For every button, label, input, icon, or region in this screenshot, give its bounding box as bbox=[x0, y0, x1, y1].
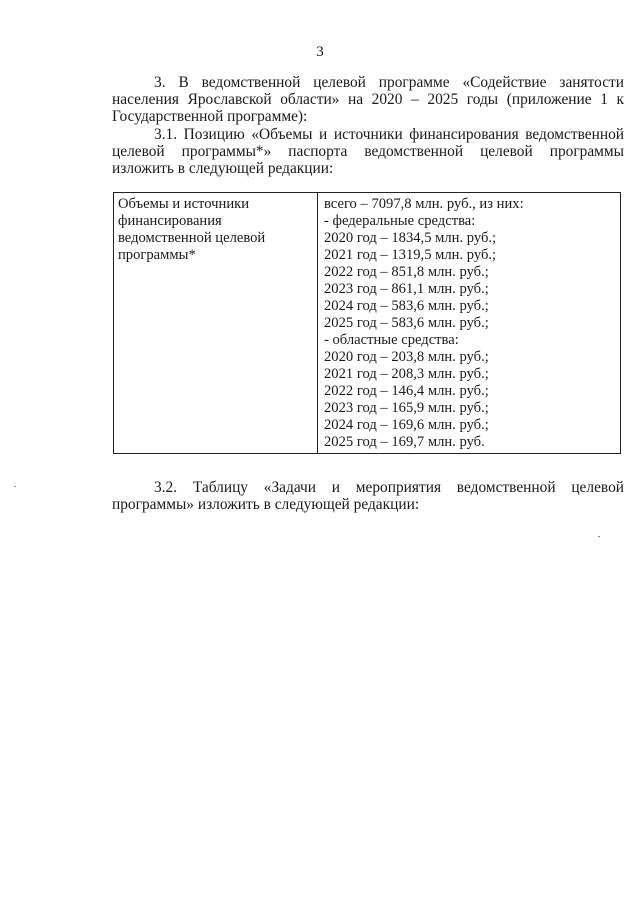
financing-line: 2025 год – 583,6 млн. руб.; bbox=[324, 315, 489, 331]
scan-speck bbox=[14, 486, 16, 487]
financing-line: 2025 год – 169,7 млн. руб. bbox=[324, 434, 485, 450]
financing-line: 2020 год – 203,8 млн. руб.; bbox=[324, 349, 489, 365]
financing-line: 2024 год – 583,6 млн. руб.; bbox=[324, 298, 489, 314]
table-row bbox=[114, 193, 621, 454]
financing-line: 2020 год – 1834,5 млн. руб.; bbox=[324, 230, 497, 246]
financing-label-cell: Объемы и источники финансирования ведомственной целевой программы* bbox=[114, 193, 318, 454]
paragraph-3: 3. В ведомственной целевой программе «Содействие занятости населения Ярославской области» на 2020 – 2025 годы (приложение 1 к Государственной программе): bbox=[112, 74, 624, 125]
financing-line: 2021 год – 208,3 млн. руб.; bbox=[324, 366, 489, 382]
financing-line: - федеральные средства: bbox=[324, 213, 476, 229]
financing-line: 2023 год – 165,9 млн. руб.; bbox=[324, 400, 489, 416]
financing-line: 2023 год – 861,1 млн. руб.; bbox=[324, 281, 489, 297]
financing-values-cell bbox=[318, 193, 621, 454]
paragraph-3-1: 3.1. Позицию «Объемы и источники финансирования ведомственной целевой программы*» паспорта ведомственной целевой программы изложить в следующей редакции: bbox=[112, 126, 624, 177]
financing-line: 2024 год – 169,6 млн. руб.; bbox=[324, 417, 489, 433]
financing-line: всего – 7097,8 млн. руб., из них: bbox=[324, 196, 524, 212]
scan-speck bbox=[598, 536, 600, 537]
financing-line: - областные средства: bbox=[324, 332, 459, 348]
financing-table bbox=[113, 192, 621, 454]
financing-line: 2022 год – 146,4 млн. руб.; bbox=[324, 383, 489, 399]
financing-line: 2022 год – 851,8 млн. руб.; bbox=[324, 264, 489, 280]
financing-line: 2021 год – 1319,5 млн. руб.; bbox=[324, 247, 497, 263]
page-number: 3 bbox=[316, 44, 324, 60]
paragraph-3-2: 3.2. Таблицу «Задачи и мероприятия ведомственной целевой программы» изложить в следующей редакции: bbox=[112, 479, 624, 513]
